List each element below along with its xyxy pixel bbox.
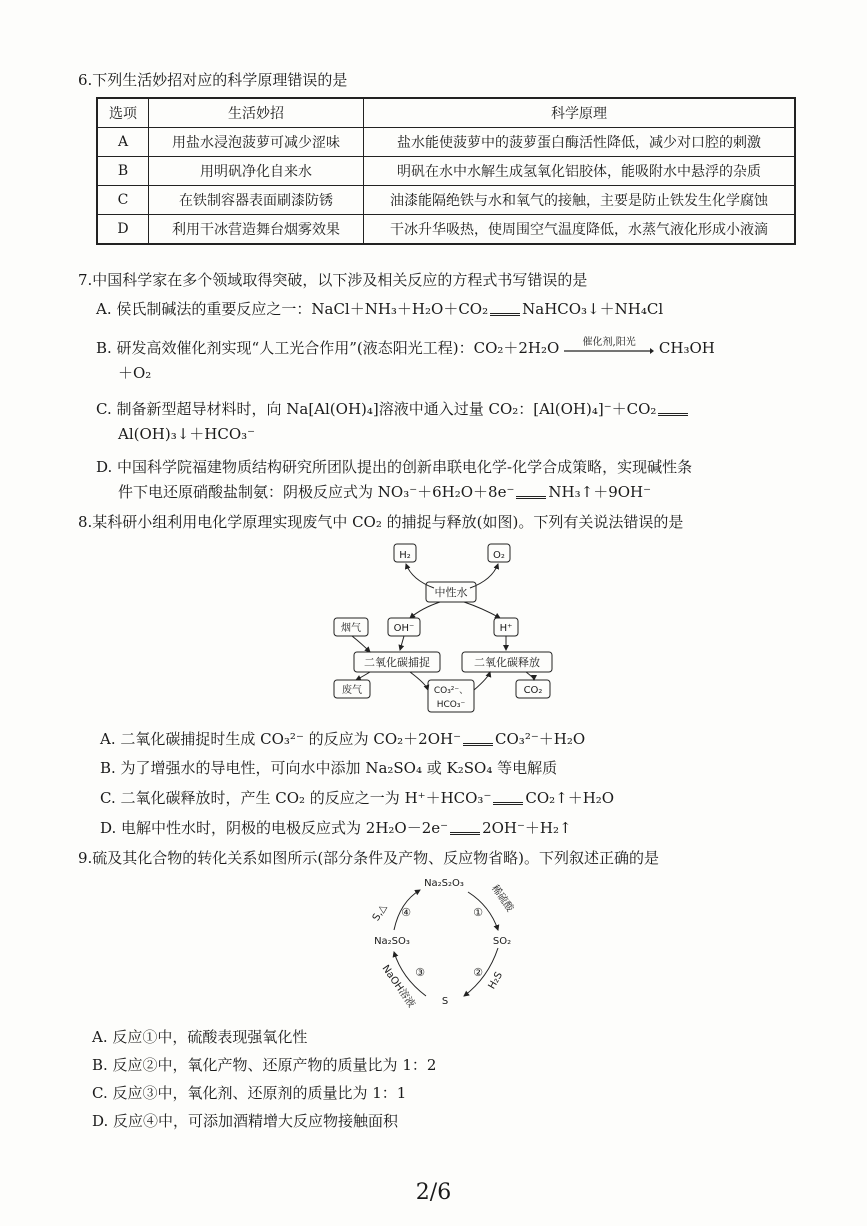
q9-option-c: C. 反应③中，氧化剂、还原剂的质量比为 1：1 <box>92 1084 407 1102</box>
table-cell: 在铁制容器表面刷漆防锈 <box>149 186 364 215</box>
option-text: 2OH⁻＋H₂↑ <box>482 819 572 837</box>
equals-sign <box>490 305 520 316</box>
q7-option-d: D. 中国科学院福建物质结构研究所团队提出的创新串联电化学-化学合成策略，实现碱性条 <box>96 458 693 476</box>
equals-sign <box>463 735 493 746</box>
release-label: 二氧化碳释放 <box>474 656 540 669</box>
q8-stem: 8.某科研小组利用电化学原理实现废气中 CO₂ 的捕捉与释放(如图)。下列有关说法错误的是 <box>78 513 684 531</box>
table-row <box>97 157 795 186</box>
q9-option-a: A. 反应①中，硫酸表现强氧化性 <box>92 1028 308 1046</box>
node-s: S <box>441 996 449 1007</box>
ions-label-1: CO₃²⁻、 <box>433 686 469 696</box>
table-cell: D <box>97 215 149 245</box>
table-cell: 用盐水浸泡菠萝可减少涩味 <box>149 128 364 157</box>
option-text: CO₂↑＋H₂O <box>525 789 615 807</box>
q7-option-c <box>96 397 817 421</box>
s-heat-label: S,△ <box>370 902 389 923</box>
node-na2so3: Na₂SO₃ <box>374 936 410 947</box>
q7-option-d-cont <box>118 480 651 504</box>
oh-label: OH⁻ <box>393 623 415 634</box>
o2-label: O₂ <box>493 550 505 561</box>
q7-option-b <box>96 336 817 360</box>
option-text: CH₃OH <box>658 339 715 357</box>
dilute-sulfuric-acid-label: 稀硫酸 <box>488 883 516 915</box>
waste-label: 废气 <box>342 685 362 696</box>
equals-sign <box>516 488 546 499</box>
q8-option-c <box>100 786 817 810</box>
option-text: A. 侯氏制碱法的重要反应之一：NaCl＋NH₃＋H₂O＋CO₂ <box>96 300 489 318</box>
table-cell: 盐水能使菠萝中的菠萝蛋白酶活性降低，减少对口腔的刺激 <box>364 128 796 157</box>
table-header-row <box>97 98 795 128</box>
arrow-with-condition <box>564 339 654 359</box>
q7-stem: 7.中国科学家在多个领域取得突破，以下涉及相关反应的方程式书写错误的是 <box>78 271 588 289</box>
naoh-label: NaOH溶液 <box>379 963 417 1010</box>
right-arrow-icon <box>564 339 654 359</box>
table-header: 选项 <box>97 98 149 128</box>
q9-stem: 9.硫及其化合物的转化关系如图所示(部分条件及产物、反应物省略)。下列叙述正确的是 <box>78 849 660 867</box>
co2-capture-diagram <box>330 538 560 718</box>
node-na2s2o3: Na₂S₂O₃ <box>424 878 464 889</box>
q7-option-c-cont: Al(OH)₃↓＋HCO₃⁻ <box>118 425 256 443</box>
table-header: 生活妙招 <box>149 98 364 128</box>
q8-option-a <box>100 727 817 751</box>
option-text: A. 二氧化碳捕捉时生成 CO₃²⁻ 的反应为 CO₂＋2OH⁻ <box>100 730 462 748</box>
table-cell: 用明矾净化自来水 <box>149 157 364 186</box>
h-label: H⁺ <box>499 623 513 634</box>
q8-option-b: B. 为了增强水的导电性，可向水中添加 Na₂SO₄ 或 K₂SO₄ 等电解质 <box>100 759 558 777</box>
equals-sign <box>658 405 688 416</box>
q6-stem: 6.下列生活妙招对应的科学原理错误的是 <box>78 71 348 89</box>
co2-label: CO₂ <box>523 685 543 696</box>
ions-label-2: HCO₃⁻ <box>436 700 466 710</box>
smoke-label: 烟气 <box>341 623 361 634</box>
option-text: NaHCO₃↓＋NH₄Cl <box>522 300 664 318</box>
option-text: D. 电解中性水时，阴极的电极反应式为 2H₂O－2e⁻ <box>100 819 449 837</box>
option-text: B. 研发高效催化剂实现“人工光合作用”(液态阳光工程)：CO₂＋2H₂O <box>96 339 560 357</box>
option-text: C. 制备新型超导材料时，向 Na[Al(OH)₄]溶液中通入过量 CO₂：[Al(OH)₄]⁻＋CO₂ <box>96 400 657 418</box>
table-row <box>97 215 795 245</box>
table-cell: B <box>97 157 149 186</box>
table-cell: 油漆能隔绝铁与水和氧气的接触，主要是防止铁发生化学腐蚀 <box>364 186 796 215</box>
q6-table <box>96 97 796 245</box>
sulfur-cycle-diagram <box>360 870 530 1020</box>
capture-label: 二氧化碳捕捉 <box>364 656 430 669</box>
table-cell: C <box>97 186 149 215</box>
table-row <box>97 186 795 215</box>
h2s-label: H₂S <box>486 970 506 992</box>
q9-option-d: D. 反应④中，可添加酒精增大反应物接触面积 <box>92 1112 399 1130</box>
arrow-condition: 催化剂,阳光 <box>582 337 636 348</box>
water-label: 中性水 <box>434 586 468 599</box>
reaction-4-label: ④ <box>401 906 411 919</box>
option-text: C. 二氧化碳释放时，产生 CO₂ 的反应之一为 H⁺＋HCO₃⁻ <box>100 789 492 807</box>
reaction-1-label: ① <box>473 906 483 919</box>
q8-option-d <box>100 816 817 840</box>
table-cell: 明矾在水中水解生成氢氧化铝胶体，能吸附水中悬浮的杂质 <box>364 157 796 186</box>
q7-option-a <box>96 297 817 321</box>
equals-sign <box>450 824 480 835</box>
table-header: 科学原理 <box>364 98 796 128</box>
table-cell: 利用干冰营造舞台烟雾效果 <box>149 215 364 245</box>
node-so2: SO₂ <box>492 936 512 947</box>
table-cell: A <box>97 128 149 157</box>
option-text: NH₃↑＋9OH⁻ <box>548 483 652 501</box>
table-row <box>97 128 795 157</box>
table-cell: 干冰升华吸热，使周围空气温度降低，水蒸气液化形成小液滴 <box>364 215 796 245</box>
q7-option-b-cont: ＋O₂ <box>118 364 152 382</box>
page-number: 2/6 <box>415 1180 452 1205</box>
option-text: CO₃²⁻＋H₂O <box>495 730 586 748</box>
reaction-2-label: ② <box>473 966 483 979</box>
equals-sign <box>493 794 523 805</box>
q9-option-b: B. 反应②中，氧化产物、还原产物的质量比为 1：2 <box>92 1056 437 1074</box>
reaction-3-label: ③ <box>415 966 425 979</box>
option-text: 件下电还原硝酸盐制氨：阴极反应式为 NO₃⁻＋6H₂O＋8e⁻ <box>118 483 515 501</box>
h2-label: H₂ <box>399 550 411 561</box>
